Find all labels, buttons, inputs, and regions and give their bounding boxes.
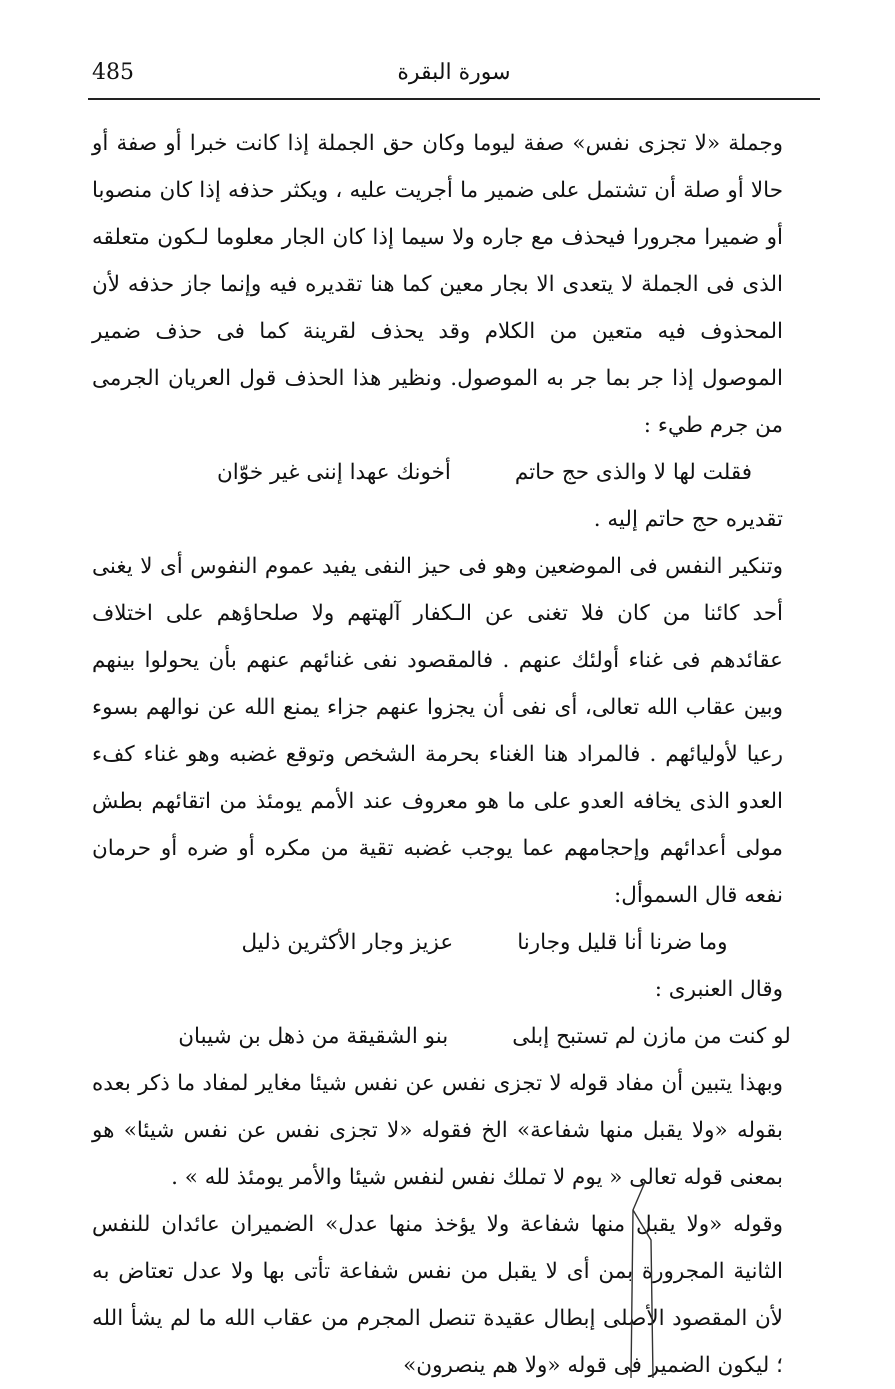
- page-body: [92, 120, 817, 1389]
- paragraph-5: وبهذا يتبين أن مفاد قوله لا تجزى نفس عن نفس شيئا مغاير لمفاد ما ذكر بعده بقوله «ولا يقبل منها شفاعة» الخ فقوله «لا تجزى نفس عن نفس شيئا» هو بمعنى قوله تعالى « يوم لا تملك نفس لنفس شيئا والأمر يومئذ لله » .: [92, 1071, 783, 1190]
- verse-2-first-hemistich: وما ضرنا أنا قليل وجارنا: [517, 930, 728, 955]
- verse-3-second-hemistich: بنو الشقيقة من ذهل بن شيبان: [178, 1024, 449, 1049]
- page-number: 485: [92, 60, 134, 85]
- surah-title: سورة البقرة: [397, 60, 511, 85]
- verse-1-first-hemistich: فقلت لها لا والذى حج حاتم: [514, 460, 753, 485]
- verse-1-second-hemistich: أخونك عهدا إننى غير خوّان: [216, 460, 451, 485]
- poetry-verse-1: [92, 449, 817, 496]
- paragraph-6: وقوله «ولا يقبل منها شفاعة ولا يؤخذ منها عدل» الضميران عائدان للنفس الثانية المجرورة بمن أى لا يقبل من نفس شفاعة تأتى بها ولا عدل تعتاض به لأن المقصود الأصلى إبطال عقيدة تنصل المجرم من عقاب الله ما لم يشأ الله ؛ ليكون الضمير فى قوله «ولا هم ينصرون»: [92, 1212, 783, 1378]
- paragraph-1: وجملة «لا تجزى نفس» صفة ليوما وكان حق الجملة إذا كانت خبرا أو صفة أو حالا أو صلة أن تشتمل على ضمير ما أجريت عليه ، ويكثر حذفه إذا كان منصوبا أو ضميرا مجرورا فيحذف مع جاره ولا سيما إذا كان الجار معلوما لـكون متعلقه الذى فى الجملة لا يتعدى الا بجار معين كما هنا تقديره فيه وإنما جاز حذفه لأن المحذوف فيه متعين من الكلام وقد يحذف لقرينة كما فى حذف ضمير الموصول إذا جر بما جر به الموصول. ونظير هذا الحذف قول العريان الجرمى من جرم طيء :: [92, 131, 783, 438]
- verse-3-first-hemistich: لو كنت من مازن لم تستبح إبلى: [512, 1024, 791, 1049]
- page-header: [88, 58, 820, 98]
- paragraph-3: وتنكير النفس فى الموضعين وهو فى حيز النفى يفيد عموم النفوس أى لا يغنى أحد كائنا من كان فلا تغنى عن الـكفار آلهتهم ولا صلحاؤهم على اختلاف عقائدهم فى غناء أولئك عنهم . فالمقصود نفى غنائهم عنهم بأن يحولوا بينهم وبين عقاب الله تعالى، أى نفى أن يجزوا عنهم جزاء يمنع الله عن نوالهم بسوء رعيا لأوليائهم . فالمراد هنا الغناء بحرمة الشخص وتوقع غضبه وهو غناء كفء العدو الذى يخافه العدو على ما هو معروف عند الأمم يومئذ من اتقائهم بطش مولى أعدائهم وإحجامهم عما يوجب غضبه تقية من مكره أو ضره أو حرمان نفعه قال السموأل:: [92, 554, 783, 908]
- verse-2-second-hemistich: عزيز وجار الأكثرين ذليل: [241, 930, 454, 955]
- header-divider: [88, 98, 820, 100]
- pen-margin-mark: [627, 1180, 655, 1378]
- paragraph-2: تقديره حج حاتم إليه .: [593, 507, 783, 532]
- poetry-verse-3: [92, 1013, 817, 1060]
- paragraph-4: وقال العنبرى :: [654, 977, 783, 1002]
- poetry-verse-2: [92, 919, 817, 966]
